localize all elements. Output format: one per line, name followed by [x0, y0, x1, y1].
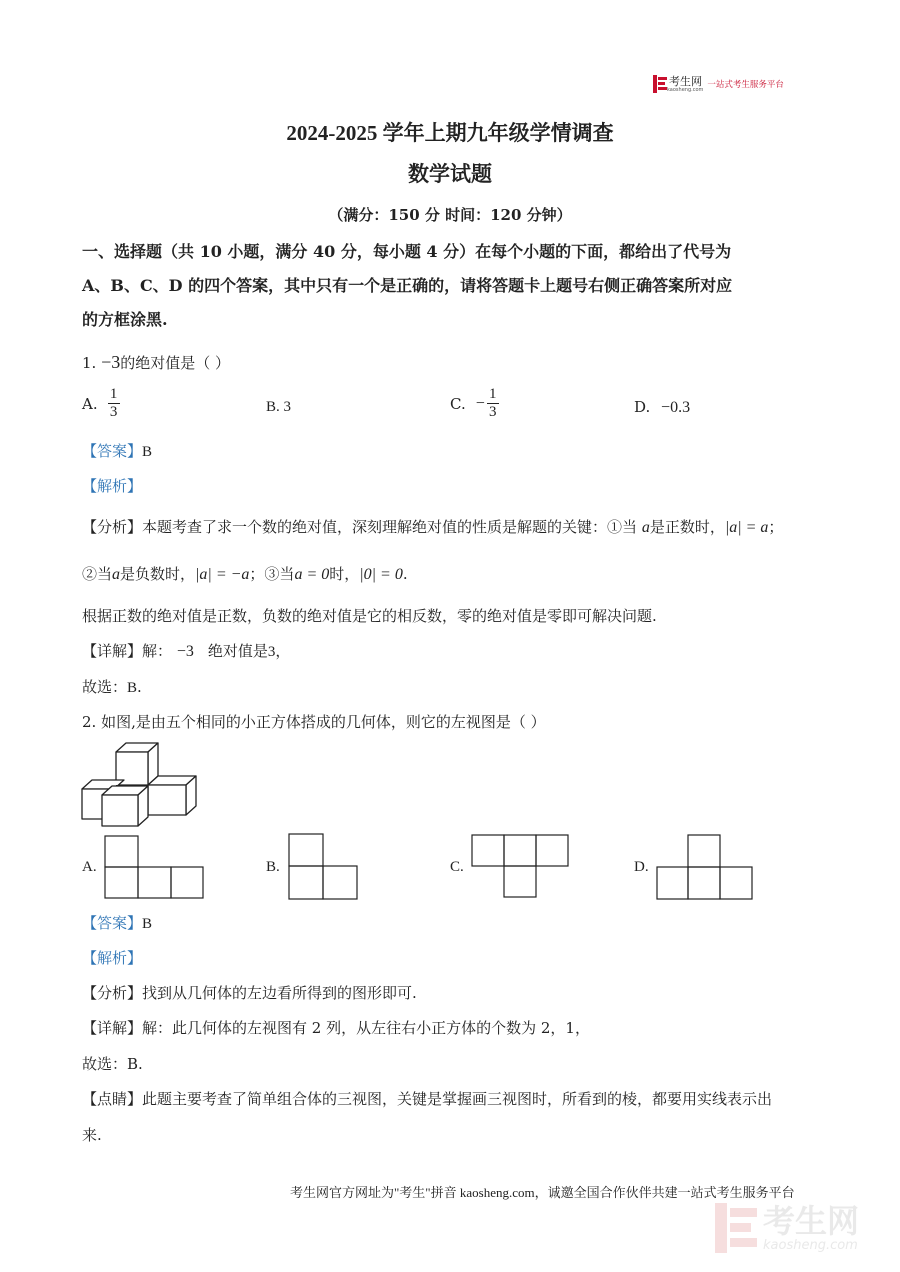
q1-conclusion: 根据正数的绝对值是正数，负数的绝对值是它的相反数，零的绝对值是零即可解决问题. — [82, 607, 657, 625]
q1-number: 1. — [82, 354, 97, 372]
square — [105, 867, 138, 898]
q2-option-c-label: C. — [450, 859, 464, 875]
math-abs-a: |a| = a — [724, 519, 769, 536]
q2-option-b-figure — [288, 833, 360, 900]
q1-option-b-value: 3 — [283, 399, 292, 415]
q1-choice-value: B — [127, 680, 138, 696]
q1-option-d-label: D. — [634, 398, 651, 416]
var-a: a — [641, 519, 650, 536]
q1-answer-value: B — [142, 444, 153, 460]
q1-fenxi-text: 本题考查了求一个数的绝对值，深刻理解绝对值的性质是解题的关键：①当 — [142, 518, 638, 536]
kaosheng-watermark-icon — [715, 1203, 757, 1253]
q2-option-d-label: D. — [634, 859, 649, 875]
logo-domain: kaosheng.com — [667, 86, 704, 93]
page-title: 2024-2025 学年上期九年级学情调查 — [286, 121, 614, 145]
q1-fenxi-line2 — [82, 563, 408, 584]
cube-edge — [116, 785, 148, 786]
q2-option-b-label: B. — [266, 859, 280, 875]
q1-option-d-value: −0.3 — [661, 399, 691, 416]
q1-option-a-label: A. — [82, 394, 98, 413]
q2-dianjing-line2: 来. — [82, 1126, 102, 1144]
section1-line2: A、B、C、D 的四个答案，其中只有一个是正确的，请将答题卡上题号右侧正确答案所对应 — [82, 276, 733, 295]
q1-c-numerator: 1 — [489, 386, 497, 402]
header-tagline: 一站式考生服务平台 — [707, 80, 784, 90]
q1-option-a-fraction — [108, 386, 120, 421]
q1-line2-d: 时， — [329, 565, 360, 583]
q1-analysis-tag: 【解析】 — [82, 477, 143, 495]
watermark-domain: kaosheng.com — [763, 1237, 858, 1253]
q2-option-c-figure — [471, 834, 571, 898]
math-a-zero: a = 0 — [294, 566, 330, 583]
q2-analysis-tag: 【解析】 — [82, 949, 143, 967]
q2-dianjing — [82, 1088, 772, 1109]
detail-tag: 【详解】 — [82, 1019, 143, 1037]
q2-dianjing-text: 此题主要考查了简单组合体的三视图，关键是掌握画三视图时，所看到的棱，都要用实线表示出 — [142, 1090, 773, 1108]
watermark-logo — [715, 1203, 859, 1253]
q2-choice: 故选：B. — [82, 1055, 143, 1073]
square — [504, 866, 536, 897]
square — [504, 835, 536, 866]
q1-a-denominator: 3 — [109, 404, 118, 420]
q1-choice-label: 故选： — [82, 678, 128, 696]
kaosheng-logo-icon — [653, 75, 667, 93]
page-subtitle: 数学试题 — [408, 161, 492, 186]
math-abs-neg-a: |a| = −a — [195, 566, 250, 583]
q2-option-a-figure — [104, 835, 204, 899]
logo-name: 考生网 — [669, 74, 702, 88]
q1-option-c-fraction — [487, 386, 499, 421]
square — [138, 867, 171, 898]
section1-line1: 一、选择题（共 10 小题，满分 40 分，每小题 4 分）在每个小题的下面，都给出了代号为 — [82, 242, 732, 261]
q1-line2-b: 是负数时， — [120, 565, 196, 583]
square — [536, 835, 568, 866]
var-a: a — [112, 566, 121, 583]
square — [688, 835, 720, 867]
q1-line2-end: . — [402, 565, 408, 583]
q2-fenxi — [82, 982, 417, 1003]
q1-stem — [82, 352, 230, 373]
q1-option-b — [266, 399, 291, 416]
q1-stem-number: −3 — [101, 352, 121, 372]
answer-tag: 【答案】 — [82, 442, 143, 460]
q1-detail — [82, 640, 290, 661]
q2-answer — [82, 912, 152, 933]
q1-line2-c: ；③当 — [249, 565, 295, 583]
q1-a-numerator: 1 — [109, 386, 118, 402]
q2-detail-text: 解：此几何体的左视图有 2 列，从左往右小正方体的个数为 2，1， — [142, 1019, 590, 1037]
q1-fenxi-text2: 是正数时， — [649, 518, 725, 536]
q1-choice-end: . — [137, 678, 142, 696]
semicolon: ； — [768, 518, 784, 536]
dianjing-tag: 【点睛】 — [82, 1090, 143, 1108]
square — [688, 867, 720, 899]
square — [472, 835, 504, 866]
q2-stem: 2. 如图,是由五个相同的小正方体搭成的几何体，则它的左视图是（ ） — [82, 713, 546, 731]
q1-option-b-label: B. — [266, 399, 280, 415]
q1-choice — [82, 676, 142, 697]
right-cube-front-face — [148, 785, 186, 815]
q1-option-a — [82, 386, 120, 421]
q2-fenxi-text: 找到从几何体的左边看所得到的图形即可. — [142, 984, 417, 1002]
q1-option-c-sign: − — [475, 394, 485, 412]
q1-fenxi — [82, 516, 783, 537]
exam-meta: （满分：150 分 时间：120 分钟） — [328, 206, 572, 224]
square — [289, 866, 323, 899]
q1-answer — [82, 440, 152, 461]
q2-answer-value: B — [142, 916, 153, 932]
q1-option-c-label: C. — [450, 394, 466, 413]
fenxi-tag: 【分析】 — [82, 518, 143, 536]
q1-detail-a: 解： — [142, 642, 173, 660]
q1-line2-a: ②当 — [82, 565, 113, 583]
q1-detail-b: 绝对值是 — [207, 642, 268, 660]
square — [171, 867, 203, 898]
q1-option-d — [634, 398, 690, 417]
header-logo[interactable] — [653, 75, 784, 93]
section1-line3: 的方框涂黑. — [82, 310, 168, 329]
q1-stem-text: 的绝对值是（ ） — [120, 354, 231, 372]
q1-detail-c: 3 — [267, 644, 276, 660]
fenxi-tag: 【分析】 — [82, 984, 143, 1002]
q1-option-c — [450, 386, 499, 421]
detail-tag: 【详解】 — [82, 642, 143, 660]
q2-detail — [82, 1017, 590, 1038]
q2-cube-figure — [80, 742, 200, 828]
answer-tag: 【答案】 — [82, 914, 143, 932]
front-cube-front-face — [102, 795, 138, 826]
square — [323, 866, 357, 899]
square — [657, 867, 688, 899]
square — [289, 834, 323, 866]
footer-text[interactable]: 考生网官方网址为"考生"拼音 kaosheng.com，诚邀全国合作伙伴共建一站式考生服务平台 — [290, 1185, 795, 1200]
watermark-name: 考生网 — [763, 1201, 860, 1240]
square — [105, 836, 138, 867]
q1-detail-math: −3 — [176, 643, 194, 660]
q2-option-a-label: A. — [82, 859, 97, 875]
square — [720, 867, 752, 899]
math-abs-zero: |0| = 0 — [359, 566, 403, 583]
q1-detail-d: ， — [275, 642, 291, 660]
q2-option-d-figure — [656, 834, 754, 900]
q1-c-denominator: 3 — [489, 404, 497, 420]
